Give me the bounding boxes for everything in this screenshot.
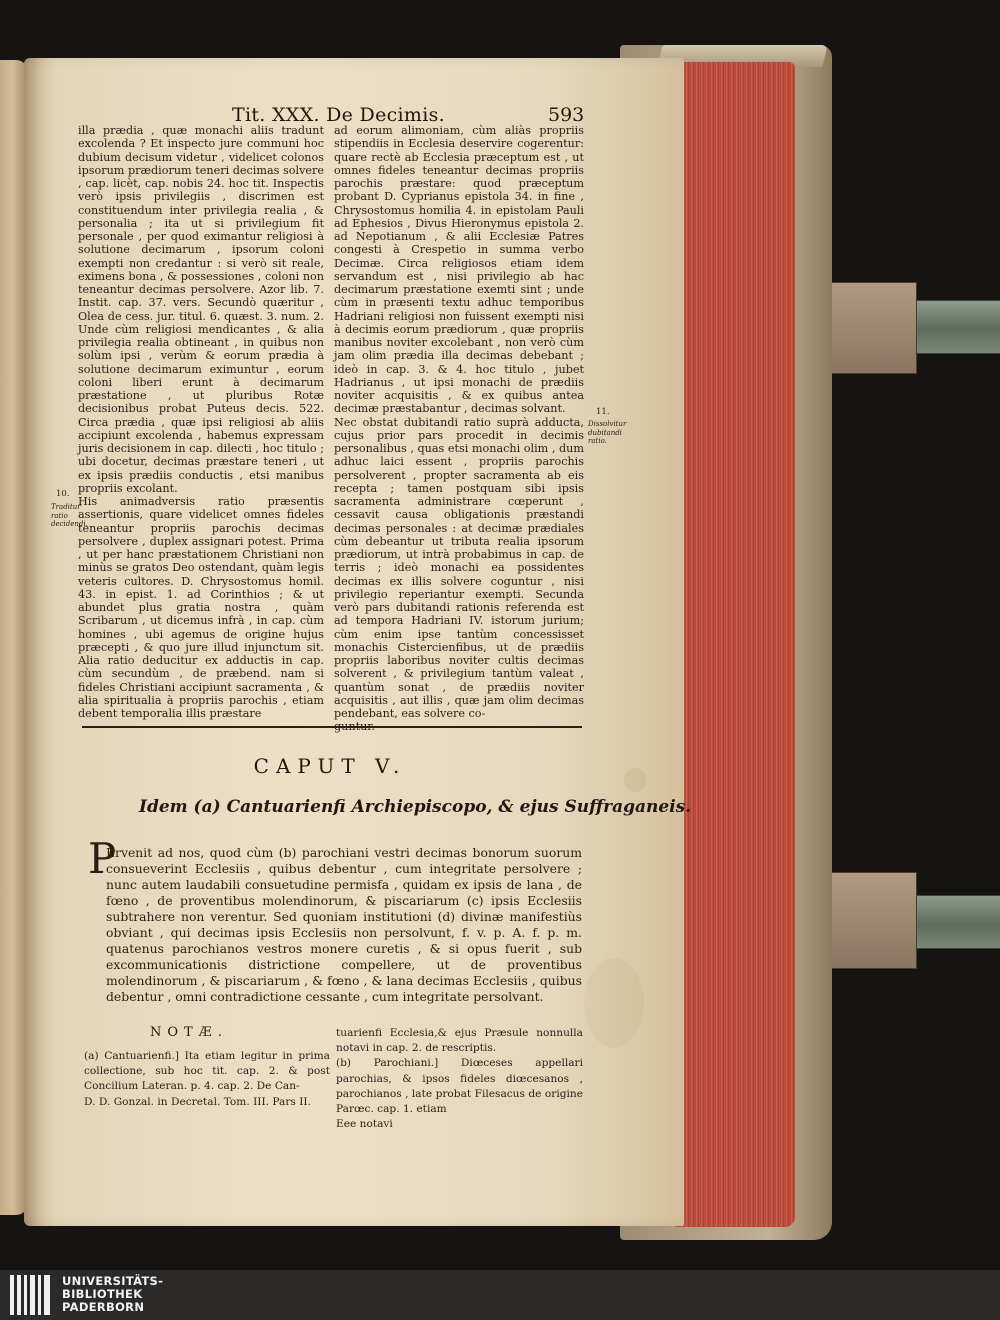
margin-note-left: Traditur ratio decidendi.	[51, 503, 88, 528]
library-footer-bar	[0, 1270, 1000, 1320]
drop-capital: P	[88, 834, 117, 883]
university-library-logo-icon	[10, 1275, 52, 1315]
page-stain	[584, 958, 644, 1048]
chapter-heading: CAPUT V.	[253, 754, 407, 778]
margin-note-number-right: 11.	[596, 407, 610, 417]
notes-heading: NOTÆ.	[150, 1025, 228, 1040]
right-column-text: ad eorum alimoniam, cùm aliàs propriis stipendiis in Ecclesia deservire cogerentur: quare rectè ab Ecclesia præceptum est , ut omnes fideles teneantur decimas propriis parochis præstare: quod præceptum probant D. Cyprianus epistola 34. in fine , Chrysostomus homilia 4. in epistolam Pauli ad Ephesios , Divus Hieronymus epistola 2. ad Nepotianum , & alii Ecclesiæ Patres congesti à Crespetio in summa verbo Decimæ. Circa religiosos etiam idem servandum est , nisi privilegio ab hac decimarum præstatione exemti sint ; unde cùm in præsenti textu adhuc temporibus Hadriani religiosi non fuissent exempti nisi à decimis eorum prædiorum , quæ propriis manibus noviter excolebant , non verò cùm jam olim prædia illa decimas debebant ; ideò in cap. 3. & 4. hoc titulo , jubet Hadrianus , ut ipsi monachi de prædiis noviter acquisitis , & ex quibus antea decimæ præstabantur , decimas solvant. Nec obstat dubitandi ratio suprà adducta, cujus prior pars procedit in decimis personalibus , quas etsi monachi olim , dum adhuc laici essent , propriis parochis persolverent , propter sacramenta ab eis recepta ; tamen postquam sibi ipsis sacramenta administrare cœperunt , cessavit causa obligationis præstandi decimas personales : at decimæ prædiales cùm debeantur ut tributa realia ipsorum prædiorum, ut intrà probabimus in cap. de terris ; ideò monachi ea possidentes decimas ex illis solvere coguntur , nisi privilegio reperiantur exempti. Secunda verò pars dubitandi rationis referenda est ad tempora Hadriani IV. istorum jurium; cùm enim ipse tantùm concessisset monachis Cistercienfibus, ut de prædiis propriis laboribus noviter cultis decimas solverent , & privilegium tantùm valeat , quantùm sonat , de prædiis noviter acquisitis , aut illis , quæ jam olim decimas pendebant, eas solvere co-	[334, 124, 584, 720]
library-logo-text: UNIVERSITÄTS- BIBLIOTHEK PADERBORN	[62, 1274, 164, 1314]
page-number: 593	[548, 104, 585, 126]
red-page-edges	[675, 62, 795, 1227]
notes-right-column: tuarienfi Ecclesia,& ejus Præsule nonnulla notavi in cap. 2. de rescriptis. (b) Parochiani.] Diœceses appellari parochias, & ipsos fideles diœcesanos , parochianos , late probat Filesacus de origine Parœc. cap. 1. etiam Eee notavi	[336, 1027, 583, 1131]
chapter-body-text: Ervenit ad nos, quod cùm (b) parochiani vestri decimas bonorum suorum consueverint Ecclesiis , quibus debentur , cum integritate persolvere ; nunc autem laudabili consuetudine permisfa , quidam ex ipsis de lana , de fœno , de proventibus molendinorum, & piscariarum (c) ipsis Ecclesiis subtrahere non verentur. Sed quoniam institutioni (d) divinæ manifestiùs obviant , qui decimas ipsis Ecclesiis non persolvunt, f. v. p. A. f. p. m. quatenus parochianos vestros monere curetis , & si opus fuerit , sub excommunicationis districtione compellere, ut de proventibus molendinorum , & piscariarum , & fœno , & lana decimas Ecclesiis , quibus debentur , omni contradictione cessante , cum integritate persolvant.	[106, 845, 582, 1005]
upper-clasp	[830, 282, 917, 374]
margin-note-right: Dissolvitur dubitandi ratio.	[588, 420, 627, 445]
chapter-subtitle: Idem (a) Cantuarienfi Archiepiscopo, & ejus Suffraganeis.	[139, 797, 692, 817]
notes-left-column: (a) Cantuarienfi.] Ita etiam legitur in prima collectione, sub hoc tit. cap. 2. & post Concilium Lateran. p. 4. cap. 2. De Can- D. D. Gonzal. in Decretal. Tom. III. Pars II.	[84, 1050, 330, 1108]
lower-clasp	[830, 872, 917, 969]
horizontal-rule	[82, 726, 582, 728]
left-column-text: illa prædia , quæ monachi aliis tradunt excolenda ? Et inspecto jure communi hoc dubium decisum videtur , videlicet colonos ipsorum prædiorum teneri decimas solvere , cap. licèt, cap. nobis 24. hoc tit. Inspectis verò ipsis privilegiis , discrimen est constituendum inter privilegia realia , & personalia ; ita ut si privilegium fit personale , per quod eximantur religiosi à solutione decimarum , ipsorum coloni exempti non credantur : si verò sit reale, eximens bona , & possessiones , coloni non teneantur decimas persolvere. Azor lib. 7. Instit. cap. 37. vers. Secundò quæritur , Olea de cess. jur. titul. 6. quæst. 3. num. 2. Unde cùm religiosi mendicantes , & alia privilegia realia obtineant , in quibus non solùm ipsi , verùm & eorum prædia à solutione decimarum eximuntur , eorum coloni liberi erunt à decimarum præstatione , ut pluribus Rotæ decisionibus probat Puteus decis. 522. Circa prædia , quæ ipsi religiosi ab aliis accipiunt excolenda , habemus expressam juris decisionem in cap. dilecti , hoc titulo ; ubi docetur, decimas præstare teneri , ut ex ipsis prædiis conductis , etsi manibus propriis excolant. His animadversis ratio præsentis assertionis, quare videlicet omnes fideles teneantur propriis parochis decimas persolvere , duplex assignari potest. Prima , ut per hanc præstationem Christiani non minùs se gratos Deo ostendant, quàm legis veteris cultores. D. Chrysostomus homil. 43. in epist. 1. ad Corinthios ; & ut abundet plus gratia nostra , quàm Scribarum , ut dicemus infrà , in cap. cùm homines , ubi agemus de origine hujus præcepti , & quo jure illud injunctum sit. Alia ratio deducitur ex adductis in cap. cùm secundùm , de præbend. nam si fideles Christiani accipiunt sacramenta , & alia spiritualia à propriis parochis , etiam debent temporalia illis præstare	[78, 124, 324, 720]
running-title: Tit. XXX. De Decimis.	[232, 104, 446, 126]
margin-note-number-left: 10.	[56, 489, 70, 499]
